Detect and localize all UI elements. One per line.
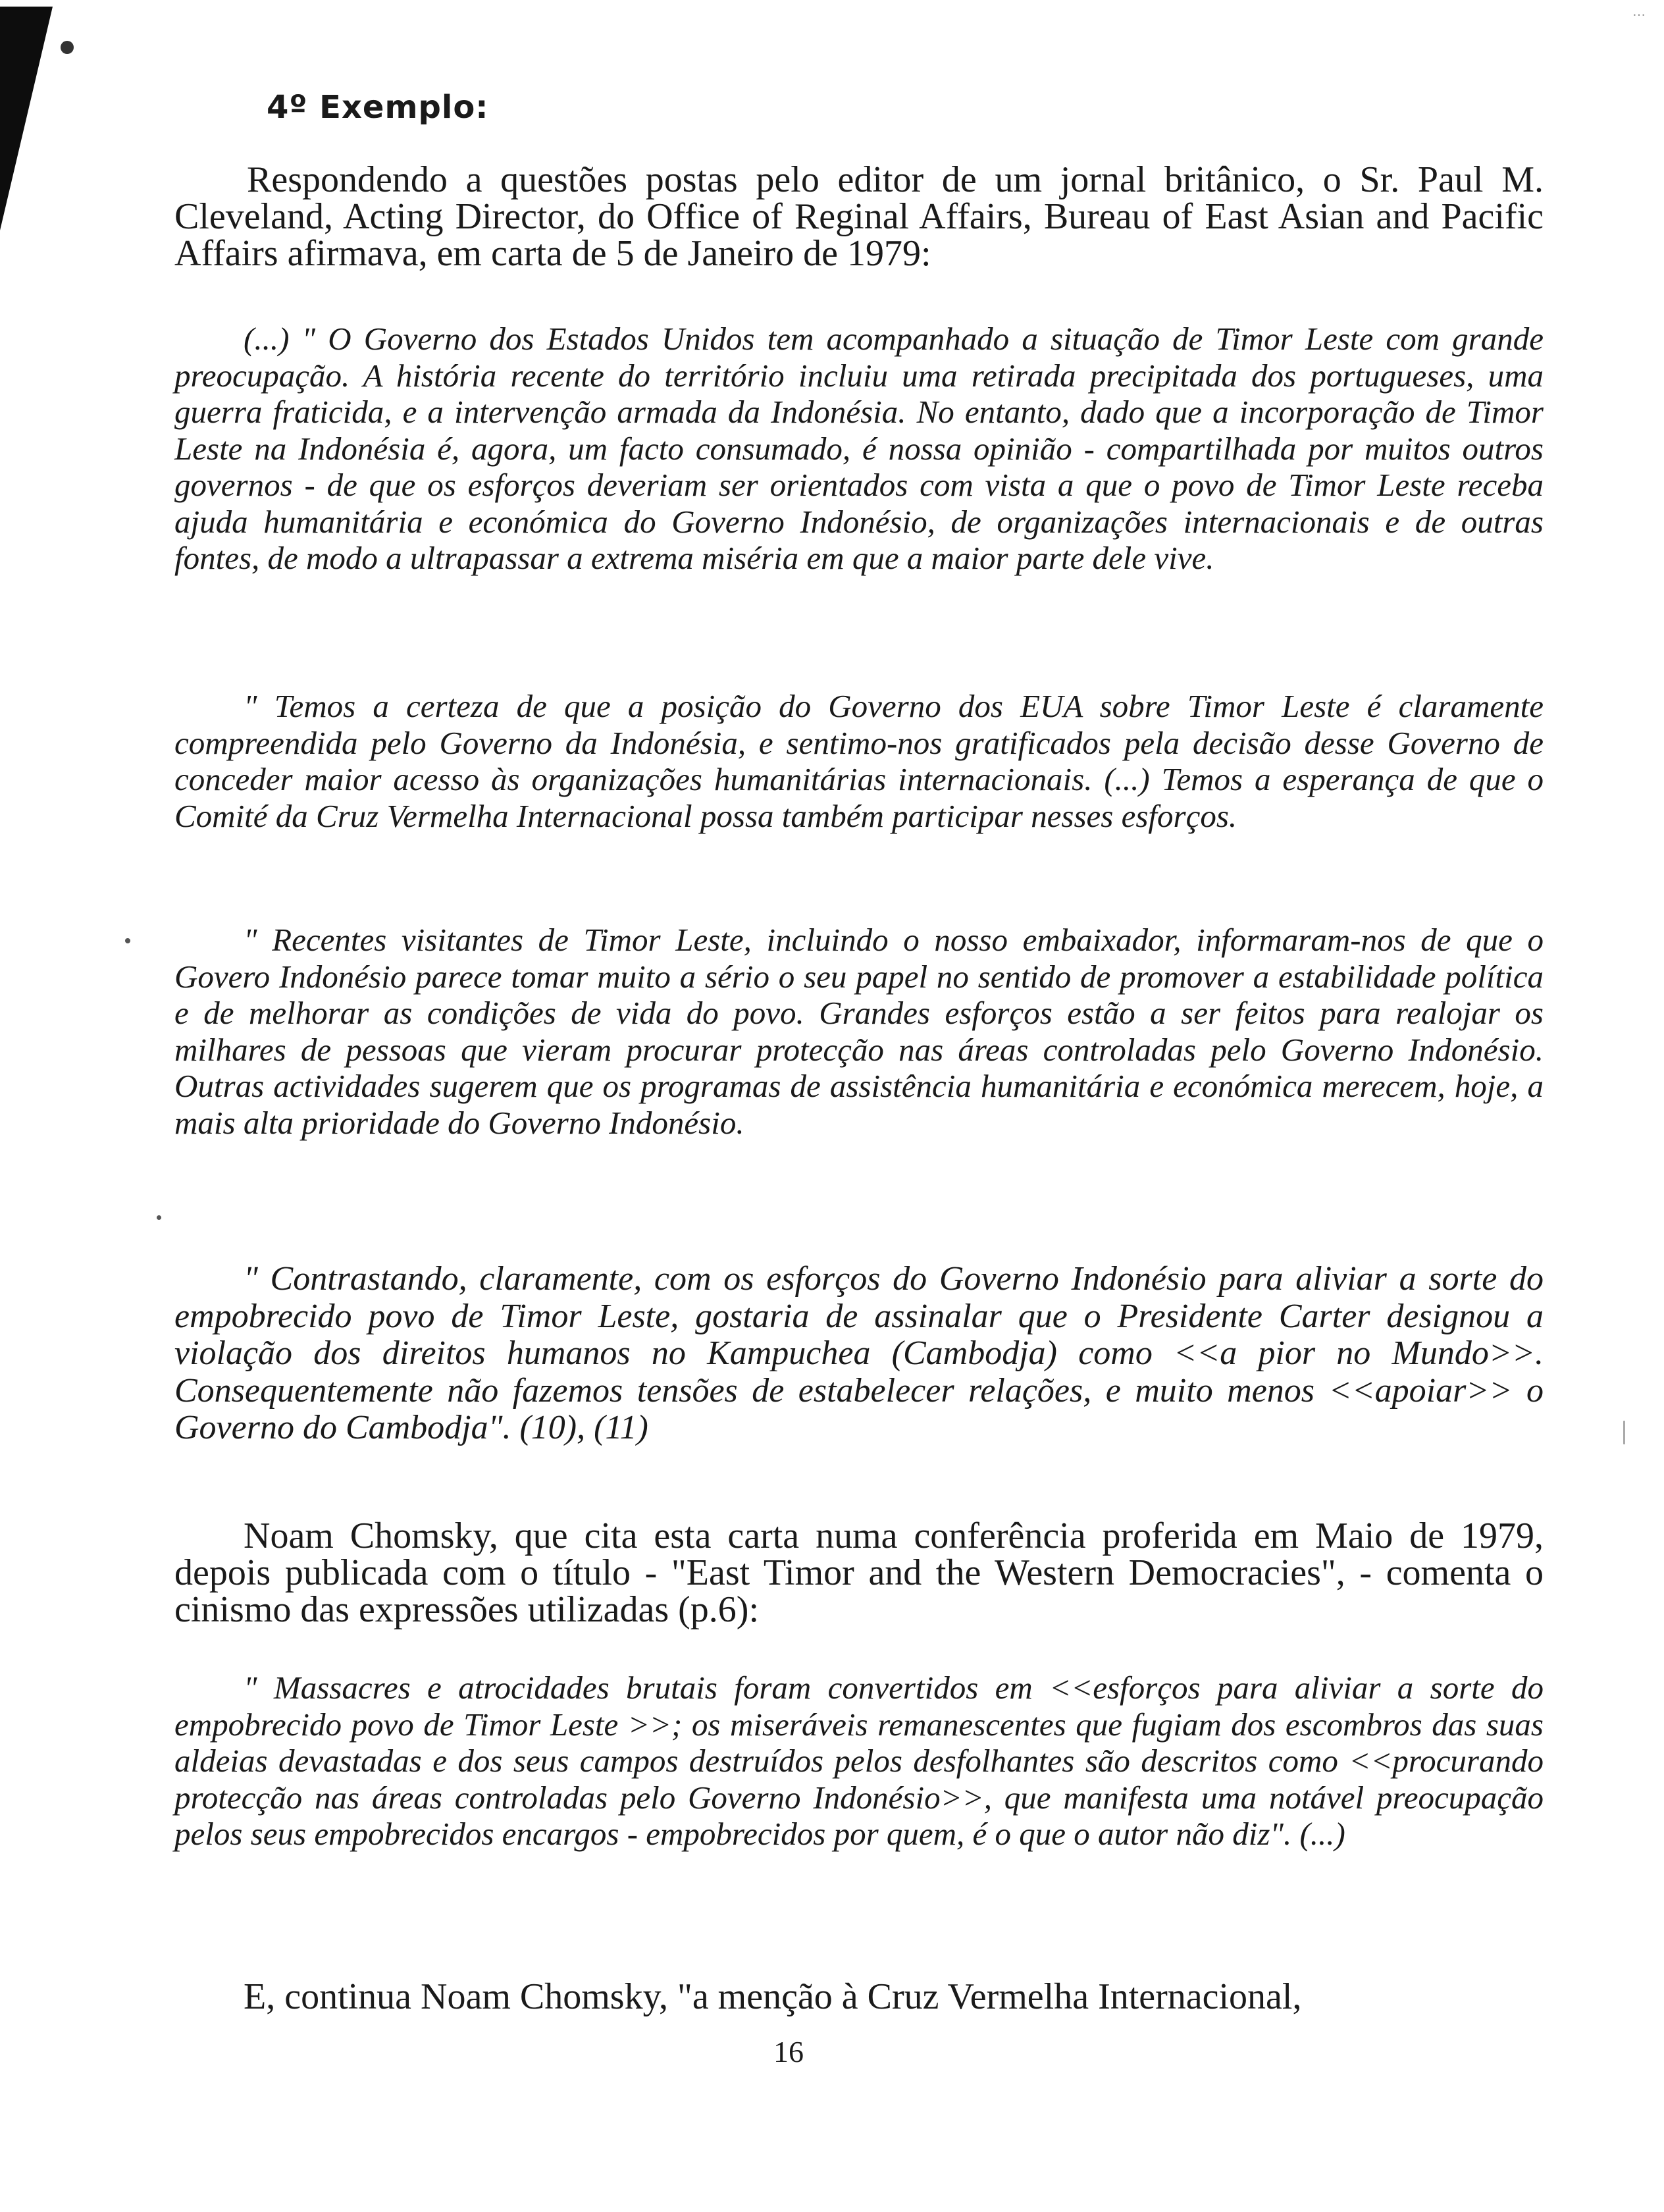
- page-number: 16: [773, 2035, 804, 2068]
- intro-paragraph: Respondendo a questões postas pelo editor de um jornal britânico, o Sr. Paul M. Cleveland, Acting Director, do Office of Reginal Affairs, Bureau of East Asian and Pacific Affairs afirmava, em carta de 5 de Janeiro de 1979:: [174, 159, 1544, 274]
- quote-paragraph-1: (...) " O Governo dos Estados Unidos tem acompanhado a situação de Timor Leste com grande preocupação. A história recente do território incluiu uma retirada precipitada dos portugueses, uma guerra fraticida, e a intervenção armada da Indonésia. No entanto, dado que a incorporação de Timor Leste na Indonésia é, agora, um facto consumado, é nossa opinião - compartilhada por muitos outros governos - de que os esforços deveriam ser orientados com vista a que o povo de Timor Leste receba ajuda humanitária e económica do Governo Indonésio, de organizações internacionais e de outras fontes, de modo a ultrapassar a extrema miséria em que a maior parte dele vive.: [174, 321, 1544, 576]
- scan-corner-mark: ⋯: [1632, 8, 1646, 22]
- chomsky-paragraph: Noam Chomsky, que cita esta carta numa conferência proferida em Maio de 1979, depois publicada com o título - "East Timor and the Western Democracies", - comenta o cinismo das expressões utilizadas (p.6):: [174, 1515, 1544, 1630]
- closing-paragraph: E, continua Noam Chomsky, "a menção à Cruz Vermelha Internacional,: [244, 1976, 1302, 2017]
- example-heading: 4º Exemplo:: [267, 89, 489, 126]
- quote-paragraph-2: " Temos a certeza de que a posição do Governo dos EUA sobre Timor Leste é claramente compreendida pelo Governo da Indonésia, e sentimo-nos gratificados pela decisão desse Governo de conceder maior acesso às organizações humanitárias internacionais. (...) Temos a esperança de que o Comité da Cruz Vermelha Internacional possa também participar nesses esforços.: [174, 688, 1544, 834]
- quote-paragraph-5: " Massacres e atrocidades brutais foram convertidos em <<esforços para aliviar a sorte do empobrecido povo de Timor Leste >>; os miseráveis remanescentes que fugiam dos escombros das suas aldeias devastadas e dos seus campos destruídos pelos desfolhantes são descritos como <<procurando protecção nas áreas controladas pelo Governo Indonésio>>, que manifesta uma notável preocupação pelos seus empobrecidos encargos - empobrecidos por quem, é o que o autor não diz". (...): [174, 1670, 1544, 1852]
- scan-speck: [157, 1215, 161, 1220]
- scan-hole-mark: [61, 41, 74, 54]
- quote-paragraph-4: " Contrastando, claramente, com os esforços do Governo Indonésio para aliviar a sorte do empobrecido povo de Timor Leste, gostaria de assinalar que o Presidente Carter designou a violação dos direitos humanos no Kampuchea (Cambodja) como <<a pior no Mundo>>. Consequentemente não fazemos tensões de estabelecer relações, e muito menos <<apoiar>> o Governo do Cambodja". (10), (11): [174, 1260, 1544, 1446]
- scan-edge-shadow: [0, 7, 53, 230]
- scan-speck: [125, 938, 130, 943]
- scan-speck: [1623, 1421, 1625, 1444]
- quote-paragraph-3: " Recentes visitantes de Timor Leste, incluindo o nosso embaixador, informaram-nos de que o Govero Indonésio parece tomar muito a sério o seu papel no sentido de promover a estabilidade política e de melhorar as condições de vida do povo. Grandes esforços estão a ser feitos para realojar os milhares de pessoas que vieram procurar protecção nas áreas controladas pelo Governo Indonésio. Outras actividades sugerem que os programas de assistência humanitária e económica merecem, hoje, a mais alta prioridade do Governo Indonésio.: [174, 922, 1544, 1141]
